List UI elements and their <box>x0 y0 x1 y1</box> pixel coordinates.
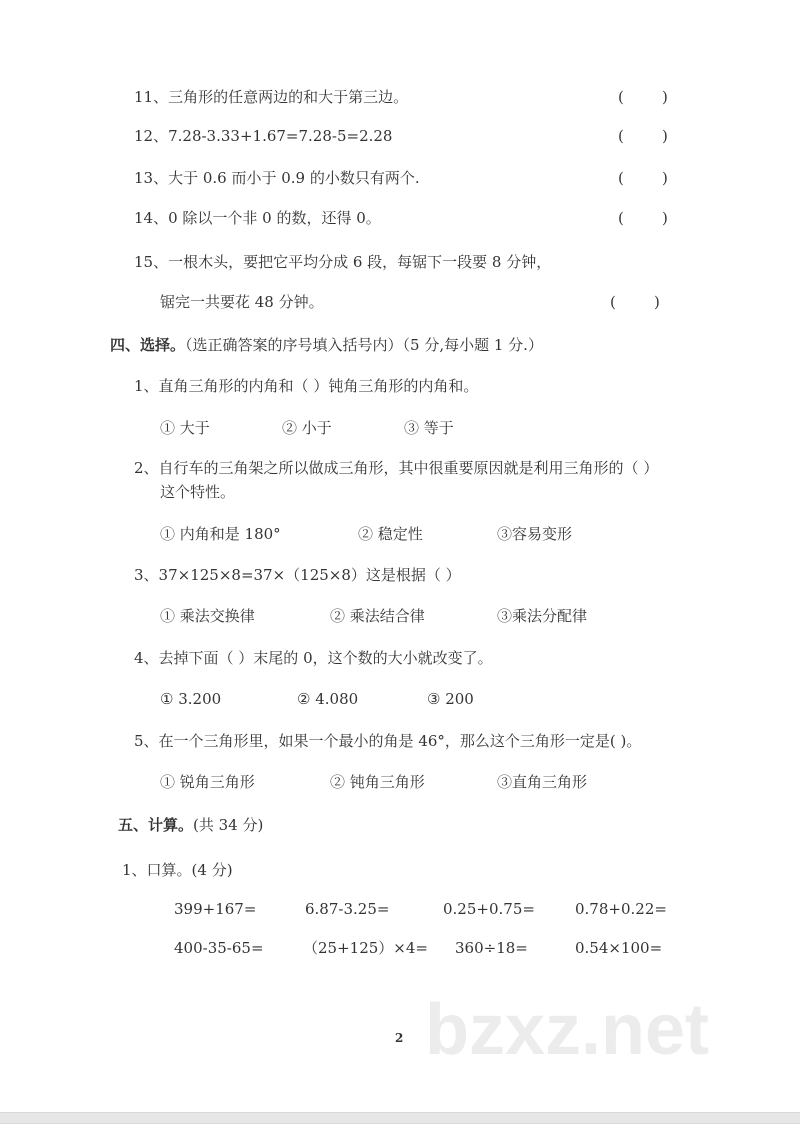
option: ② 小于 <box>282 419 332 437</box>
page-number: 2 <box>395 1031 404 1045</box>
option: ③ 等于 <box>404 419 454 437</box>
section-5-heading <box>118 815 263 835</box>
calc-item: 360÷18= <box>455 939 528 957</box>
section-note: (共 34 分) <box>193 816 264 834</box>
option: ② 钝角三角形 <box>330 773 425 791</box>
watermark: bzxz.net <box>425 990 710 1070</box>
option: ① 3.200 <box>160 690 222 708</box>
page-separator <box>0 1112 800 1124</box>
calc-item: 399+167= <box>174 900 257 918</box>
option: ③容易变形 <box>497 525 573 543</box>
answer-blank: ( ) <box>610 293 660 311</box>
question-text: 11、三角形的任意两边的和大于第三边。 <box>134 88 409 106</box>
option: ② 稳定性 <box>358 525 423 543</box>
section-note: （选正确答案的序号填入括号内）（5 分,每小题 1 分.） <box>185 336 543 354</box>
calc-item: 400-35-65= <box>174 939 264 957</box>
question-text: 14、0 除以一个非 0 的数，还得 0。 <box>134 209 381 227</box>
question-text-cont: 这个特性。 <box>160 483 236 501</box>
option: ① 大于 <box>160 419 210 437</box>
answer-blank: ( ) <box>618 169 668 187</box>
option: ② 乘法结合律 <box>330 607 425 625</box>
question-text: 5、在一个三角形里，如果一个最小的角是 46°，那么这个三角形一定是( )。 <box>134 732 642 750</box>
option: ③直角三角形 <box>497 773 588 791</box>
question-text: 12、7.28-3.33+1.67=7.28-5=2.28 <box>134 127 393 145</box>
question-text: 2、自行车的三角架之所以做成三角形，其中很重要原因就是利用三角形的（ ） <box>134 459 659 477</box>
answer-blank: ( ) <box>618 88 668 106</box>
option: ① 锐角三角形 <box>160 773 255 791</box>
question-text: 13、大于 0.6 而小于 0.9 的小数只有两个. <box>134 169 420 187</box>
question-text: 3、37×125×8=37×（125×8）这是根据（ ） <box>134 566 461 584</box>
option: ② 4.080 <box>297 690 359 708</box>
question-text: 4、去掉下面（ ）末尾的 0，这个数的大小就改变了。 <box>134 649 493 667</box>
calc-item: 0.78+0.22= <box>575 900 667 918</box>
section-title: 五、计算。 <box>118 816 194 834</box>
option: ③ 200 <box>427 690 474 708</box>
answer-blank: ( ) <box>618 209 668 227</box>
question-text: 1、直角三角形的内角和（ ）钝角三角形的内角和。 <box>134 377 479 395</box>
calc-item: 0.25+0.75= <box>443 900 535 918</box>
section-4-heading <box>110 335 543 355</box>
calc-item: 6.87-3.25= <box>305 900 390 918</box>
calc-item: （25+125）×4= <box>303 939 428 957</box>
option: ① 乘法交换律 <box>160 607 255 625</box>
section-title: 四、选择。 <box>110 336 186 354</box>
question-text: 15、一根木头，要把它平均分成 6 段，每锯下一段要 8 分钟， <box>134 253 552 271</box>
option: ③乘法分配律 <box>497 607 588 625</box>
option: ① 内角和是 180° <box>160 525 281 543</box>
oral-calc-title: 1、口算。(4 分) <box>122 861 233 879</box>
question-text-cont: 锯完一共要花 48 分钟。 <box>160 293 324 311</box>
answer-blank: ( ) <box>618 127 668 145</box>
calc-item: 0.54×100= <box>575 939 663 957</box>
